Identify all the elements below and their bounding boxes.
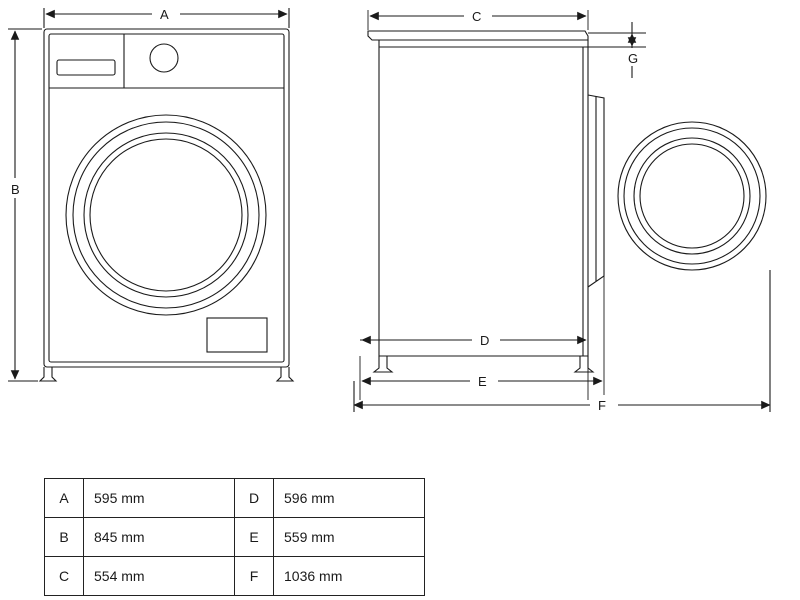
table-key: E [235, 518, 274, 557]
table-value: 595 mm [84, 479, 235, 518]
callout-c: C [472, 9, 482, 24]
table-value: 845 mm [84, 518, 235, 557]
table-key: D [235, 479, 274, 518]
callout-b: B [11, 182, 20, 197]
callout-d: D [480, 333, 490, 348]
dimension-b [6, 29, 42, 381]
callout-f: F [598, 398, 606, 413]
callout-g: G [628, 51, 639, 66]
table-row [45, 479, 425, 518]
front-view-outline [40, 29, 293, 381]
callout-a: A [160, 7, 169, 22]
dimension-d [362, 330, 586, 348]
table-value: 559 mm [274, 518, 425, 557]
table-key: F [235, 557, 274, 596]
dimension-f [354, 270, 770, 413]
side-view-outline [368, 31, 766, 372]
table-key: C [45, 557, 84, 596]
table-key: A [45, 479, 84, 518]
callout-e: E [478, 374, 487, 389]
dimension-table [44, 478, 425, 596]
table-value: 554 mm [84, 557, 235, 596]
dimension-g [622, 22, 644, 78]
table-row [45, 557, 425, 596]
table-value: 596 mm [274, 479, 425, 518]
table-row [45, 518, 425, 557]
table-key: B [45, 518, 84, 557]
table-value: 1036 mm [274, 557, 425, 596]
